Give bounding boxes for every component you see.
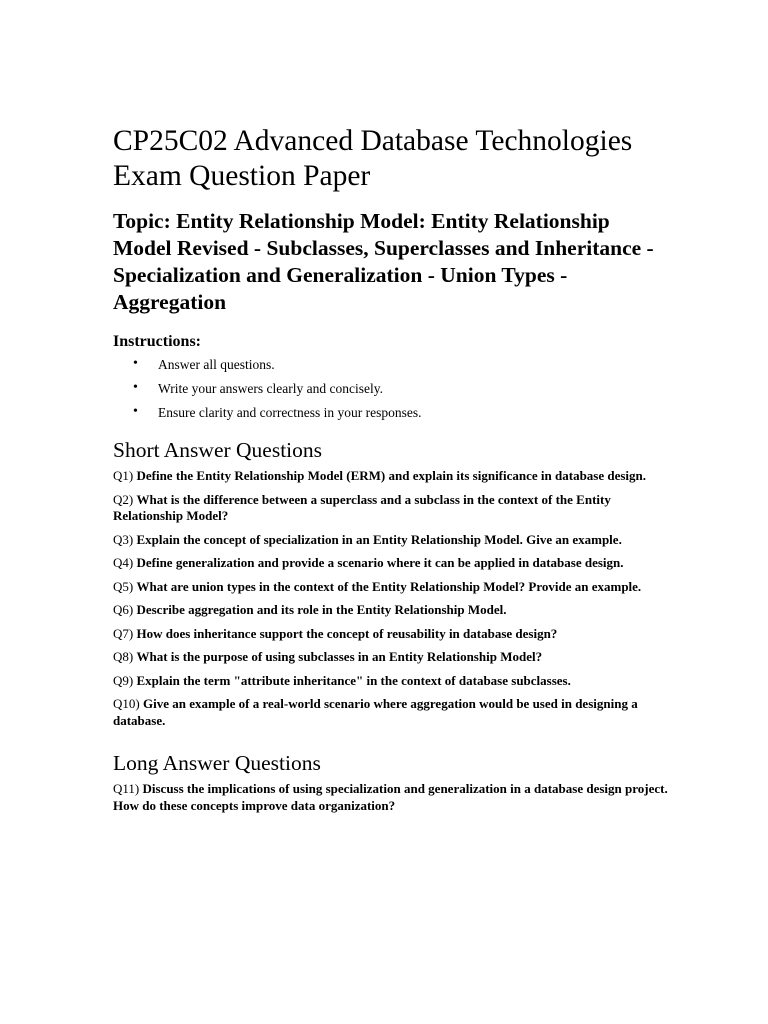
question-item: [113, 626, 673, 643]
short-answer-heading: Short Answer Questions: [113, 438, 323, 462]
instruction-item: [113, 381, 673, 397]
question-number: Q5): [113, 578, 134, 594]
question-item: [113, 492, 673, 525]
question-number: Q11): [113, 781, 140, 796]
question-text: What is the purpose of using subclasses in an Entity Relationship Model?: [136, 649, 543, 664]
question-text: Explain the term "attribute inheritance" in the context of database subclasses.: [136, 672, 571, 688]
question-text: What is the difference between a superclass and a subclass in the context of the Entity Relationship Model?: [113, 491, 611, 523]
exam-paper: [113, 124, 673, 821]
question-number: Q1): [113, 468, 134, 483]
instructions-list: [113, 357, 673, 421]
question-text: What are union types in the context of the Entity Relationship Model? Provide an example.: [136, 578, 642, 594]
instruction-text: Write your answers clearly and concisely.: [158, 381, 383, 396]
instruction-item: [113, 405, 673, 421]
question-text: How does inheritance support the concept of reusability in database design?: [136, 625, 558, 641]
instruction-text: Answer all questions.: [158, 357, 275, 372]
topic-heading: Topic: Entity Relationship Model: Entity Relationship Model Revised - Subclasses, Superclasses and Inheritance - Specialization and Generalization - Union Types - Aggregation: [113, 209, 654, 314]
instructions-heading: Instructions:: [113, 333, 202, 350]
question-item: [113, 649, 673, 666]
question-text: Give an example of a real-world scenario where aggregation would be used in designing a database.: [113, 696, 638, 728]
question-number: Q6): [113, 602, 134, 617]
question-number: Q9): [113, 672, 134, 688]
question-number: Q3): [113, 531, 134, 547]
question-item: [113, 602, 673, 619]
question-item: [113, 781, 673, 814]
bullet-icon: •: [133, 404, 138, 419]
question-item: [113, 555, 673, 572]
question-item: [113, 696, 673, 729]
question-text: Explain the concept of specialization in an Entity Relationship Model. Give an example.: [136, 531, 622, 547]
question-text: Describe aggregation and its role in the Entity Relationship Model.: [136, 602, 507, 617]
section-spacer: [113, 736, 673, 750]
question-item: [113, 532, 673, 549]
question-number: Q8): [113, 649, 134, 664]
question-item: [113, 673, 673, 690]
question-number: Q2): [113, 491, 134, 507]
question-item: [113, 468, 673, 485]
question-text: Define generalization and provide a scenario where it can be applied in database design.: [136, 555, 624, 570]
question-number: Q10): [113, 696, 140, 711]
question-text: Discuss the implications of using specialization and generalization in a database design project. How do these concepts improve data organization?: [113, 781, 668, 813]
question-number: Q7): [113, 625, 134, 641]
long-answer-heading: Long Answer Questions: [113, 751, 321, 775]
question-number: Q4): [113, 555, 134, 570]
instruction-text: Ensure clarity and correctness in your responses.: [158, 405, 422, 420]
page-title: CP25C02 Advanced Database Technologies Exam Question Paper: [113, 125, 633, 192]
instruction-item: [113, 357, 673, 373]
question-item: [113, 579, 673, 596]
bullet-icon: •: [133, 380, 138, 395]
question-text: Define the Entity Relationship Model (ERM) and explain its significance in database design.: [136, 468, 647, 483]
long-answer-questions: [113, 781, 673, 814]
short-answer-questions: [113, 468, 673, 729]
bullet-icon: •: [133, 356, 138, 371]
